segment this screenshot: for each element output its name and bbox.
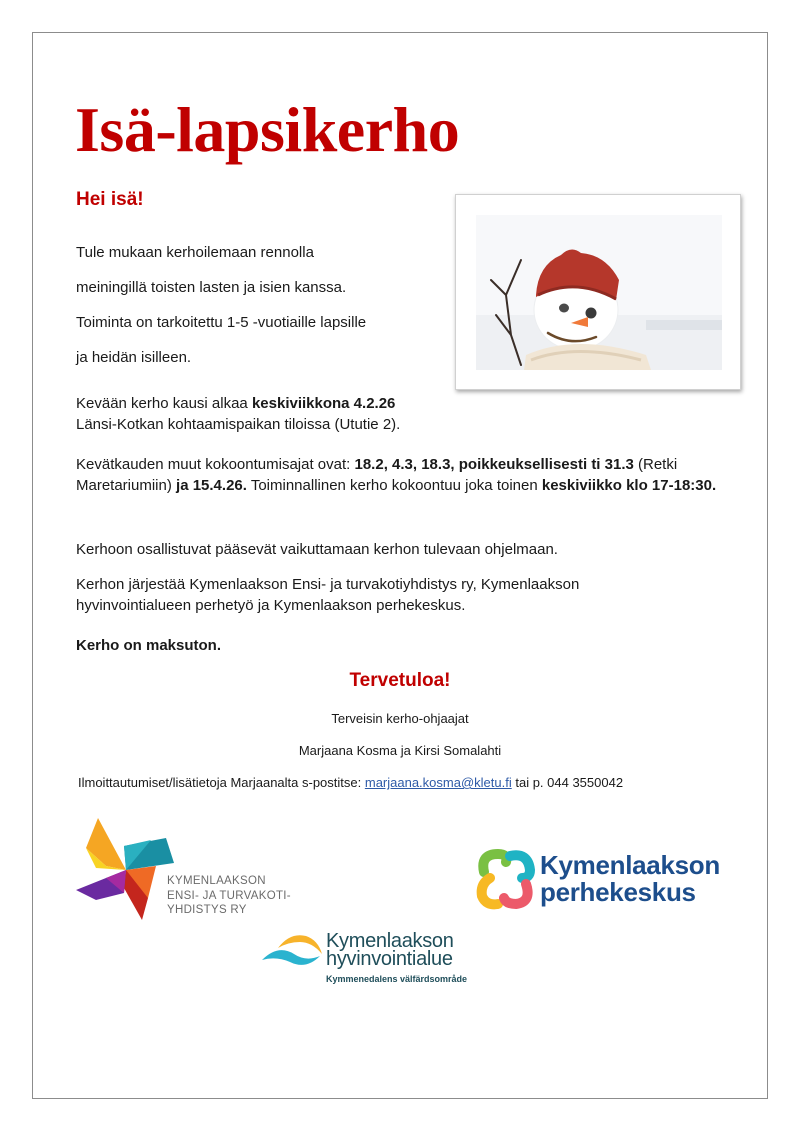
greeting-heading: Hei isä!	[76, 189, 144, 210]
hyvinvointialue-logo-line: hyvinvointialue	[326, 948, 453, 970]
season-start-date: keskiviikkona 4.2.26	[251, 395, 396, 412]
dates-trip-note: (Retki Maretariumiin)	[76, 456, 678, 494]
ensi-logo-line: ENSI- JA TURVAKOTI-	[167, 889, 291, 902]
hyvinvointialue-logo-text	[326, 932, 454, 968]
perhekeskus-logo-line: perhekeskus	[540, 877, 696, 907]
dates-intro: Kevätkauden muut kokoontumisajat ovat:	[76, 456, 355, 473]
wave-icon	[260, 930, 324, 970]
ensi-logo-line: KYMENLAAKSON	[167, 875, 266, 887]
pinwheel-icon	[76, 818, 176, 923]
contact-phone: tai p. 044 3550042	[511, 775, 624, 790]
leaders-names: Marjaana Kosma ja Kirsi Somalahti	[298, 743, 502, 758]
ensi-logo-text	[167, 874, 291, 918]
contact-email-link[interactable]: marjaana.kosma@kletu.fi	[364, 775, 512, 790]
intro-line: Tule mukaan kerhoilemaan rennolla	[76, 244, 314, 261]
intro-line: meiningillä toisten lasten ja isien kanssa.	[76, 279, 347, 296]
contact-line	[78, 775, 623, 790]
dates-last: ja 15.4.26.	[176, 477, 247, 494]
snowman-image	[476, 215, 722, 370]
snowman-photo	[455, 194, 741, 390]
season-start-paragraph	[76, 393, 476, 435]
season-start-text: Kevään kerho kausi alkaa	[76, 395, 252, 412]
organizer-paragraph: Kerhon järjestää Kymenlaakson Ensi- ja turvakotiyhdistys ry, Kymenlaakson hyvinvointialueen perhetyö ja Kymenlaakson perhekeskus.	[76, 576, 580, 614]
welcome-heading: Tervetuloa!	[349, 670, 451, 691]
dates-time: keskiviikko klo 17-18:30.	[541, 477, 717, 494]
hyvinvointialue-logo	[260, 930, 500, 990]
contact-prefix: Ilmoittautumiset/lisätietoja Marjaanalta s-postitse:	[78, 775, 365, 790]
free-of-charge-note: Kerho on maksuton.	[76, 637, 222, 654]
page-title: Isä-lapsikerho	[75, 94, 460, 165]
dates-list: 18.2, 4.3, 18.3, poikkeuksellisesti ti 31.3	[354, 456, 634, 473]
influence-paragraph: Kerhoon osallistuvat pääsevät vaikuttamaan kerhon tulevaan ohjelmaan.	[76, 541, 558, 558]
ensi-logo-line: YHDISTYS RY	[167, 904, 247, 916]
intro-line: Toiminta on tarkoitettu 1-5 -vuotiaille lapsille	[76, 314, 367, 331]
ensi-turvakoti-logo	[76, 818, 296, 923]
perhekeskus-logo	[476, 848, 756, 913]
hyvinvointialue-logo-line: Kymenlaakson	[326, 930, 454, 952]
hyvinvointialue-subtitle: Kymmenedalens välfärdsområde	[326, 974, 468, 984]
perhekeskus-logo-line: Kymenlaakson	[540, 850, 720, 880]
intro-line: ja heidän isilleen.	[76, 349, 192, 366]
dates-frequency: Toiminnallinen kerho kokoontuu joka toinen	[246, 477, 542, 494]
signoff-text: Terveisin kerho-ohjaajat	[331, 711, 469, 726]
intro-paragraph	[76, 243, 446, 383]
perhekeskus-flower-icon	[476, 848, 536, 910]
season-location: Länsi-Kotkan kohtaamispaikan tiloissa (Ututie 2).	[76, 416, 401, 433]
meeting-dates-paragraph	[76, 454, 736, 496]
perhekeskus-logo-text	[540, 852, 720, 906]
